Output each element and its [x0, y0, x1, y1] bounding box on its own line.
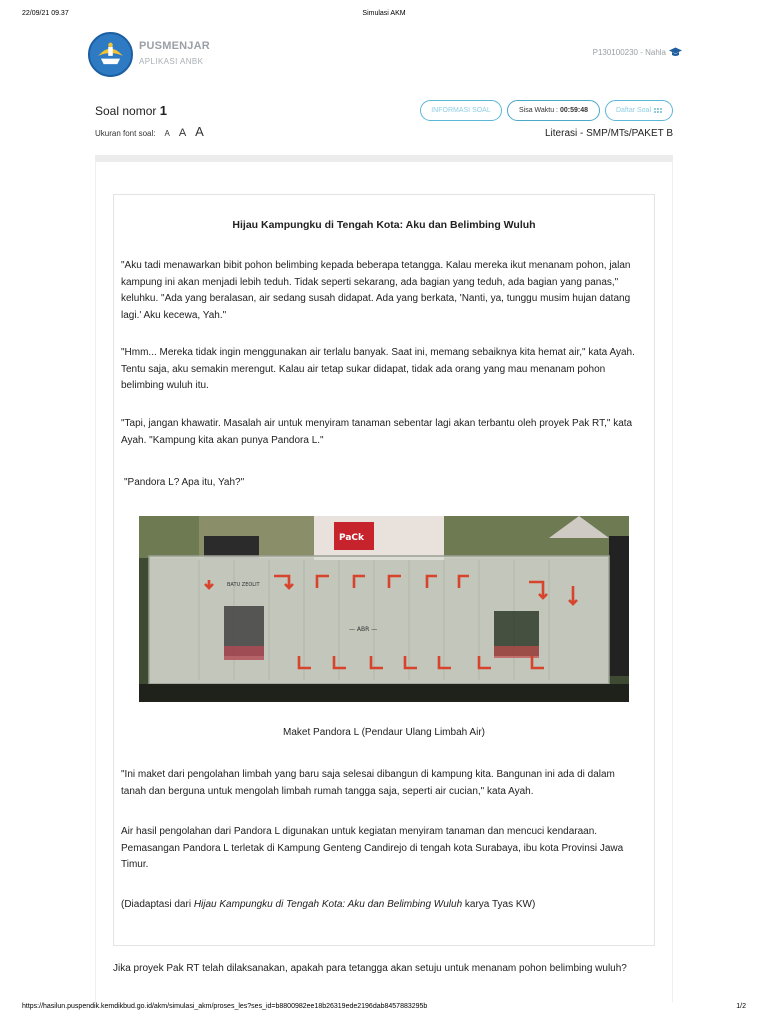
font-size-small-button[interactable]: A	[164, 129, 170, 138]
photo-label-abr: — ABR —	[349, 626, 378, 633]
source-prefix: (Diadaptasi dari	[121, 899, 194, 910]
brand	[139, 40, 210, 66]
grid-icon	[654, 108, 662, 114]
print-datetime: 22/09/21 09.37	[22, 10, 69, 17]
source-title: Hijau Kampungku di Tengah Kota: Aku dan Belimbing Wuluh	[193, 899, 463, 910]
story-paragraph-1: "Aku tadi menawarkan bibit pohon belimbing kepada beberapa tetangga. Kalau mereka ikut menanam pohon, jalan kampung ini akan menjadi lebih teduh. Tidak seperti sekarang, ada bagian yang teduh, ada bagian yang panas," keluhku. "Ada yang beralasan, air sedang susah didapat. Ada yang berkata, 'Nanti, ya, tunggu musim hujan datang lagi.' Aku kecewa, Yah."	[121, 260, 631, 321]
font-size-large-button[interactable]: A	[195, 124, 204, 139]
story-paragraph-2: "Hmm... Mereka tidak ingin menggunakan air terlalu banyak. Saat ini, memang sebaiknya kita hemat air," kata Ayah. Tentu saja, aku semakin merengut. Kalau air tetap sukar didapat, tidak ada orang yang mau menanam pohon belimbing wuluh itu.	[121, 347, 635, 391]
question-number-label: Soal nomor	[95, 104, 157, 118]
daftar-soal-label: Daftar Soal	[615, 107, 652, 114]
story-title: Hijau Kampungku di Tengah Kota: Aku dan Belimbing Wuluh	[232, 219, 536, 231]
story-paragraph-6: Air hasil pengolahan dari Pandora L digunakan untuk kegiatan menyiram tanaman dan mencuci kendaraan. Pemasangan Pandora L terletak di Kampung Genteng Candirejo di tengah kota Surabaya, ibu kota Provinsi Jawa Timur.	[121, 826, 624, 870]
daftar-soal-button[interactable]	[605, 100, 673, 121]
font-size-control	[95, 124, 204, 139]
pandora-l-model-photo	[139, 516, 629, 702]
story-paragraph-4: "Pandora L? Apa itu, Yah?"	[124, 477, 245, 488]
timer-label: Sisa Waktu :	[518, 107, 558, 114]
user-name: P130100230 - Nahla	[592, 47, 666, 57]
photo-caption: Maket Pandora L (Pendaur Ulang Limbah Air)	[283, 727, 485, 738]
timer-value: 00:59:48	[560, 107, 589, 114]
print-page-title: Simulasi AKM	[362, 10, 406, 17]
print-page-number: 1/2	[736, 1003, 746, 1010]
informasi-soal-label: INFORMASI SOAL	[431, 107, 491, 114]
pusmenjar-logo-icon	[88, 32, 133, 77]
story-paragraph-3: "Tapi, jangan khawatir. Masalah air untuk menyiram tanaman sebentar lagi akan terbantu oleh proyek Pak RT," kata Ayah. "Kampung kita akan punya Pandora L."	[121, 418, 633, 446]
font-size-medium-button[interactable]: A	[178, 127, 187, 139]
timer-badge	[507, 100, 600, 121]
category-label: Literasi - SMP/MTs/PAKET B	[545, 128, 673, 139]
divider	[95, 155, 673, 162]
story-paragraph-5: "Ini maket dari pengolahan limbah yang baru saja selesai dibangun di kampung kita. Bangunan ini ada di dalam tanah dan berguna untuk mengolah limbah rumah tangga saja, seperti air cucian," kata Ayah.	[121, 769, 615, 797]
question-number-value: 1	[159, 103, 167, 118]
question-number	[95, 103, 167, 118]
user-info[interactable]	[593, 47, 682, 57]
brand-name: PUSMENJAR	[139, 40, 210, 52]
font-size-label: Ukuran font soal:	[95, 129, 156, 138]
source-suffix: karya Tyas KW)	[462, 899, 536, 910]
brand-subtitle: APLIKASI ANBK	[139, 57, 204, 66]
informasi-soal-button[interactable]	[420, 100, 502, 121]
photo-label-batu-zeolit: BATU ZEOLIT	[227, 582, 260, 588]
print-url: https://hasilun.puspendik.kemdikbud.go.id/akm/simulasi_akm/proses_les?ses_id=b8800982ee18b26319ede2196dab8457883295b	[22, 1003, 428, 1010]
photo-sign-text: PaCk	[339, 533, 365, 543]
question-text: Jika proyek Pak RT telah dilaksanakan, apakah para tetangga akan setuju untuk menanam pohon belimbing wuluh?	[113, 963, 627, 974]
story-source-note	[121, 897, 641, 914]
graduation-cap-icon	[669, 47, 682, 57]
